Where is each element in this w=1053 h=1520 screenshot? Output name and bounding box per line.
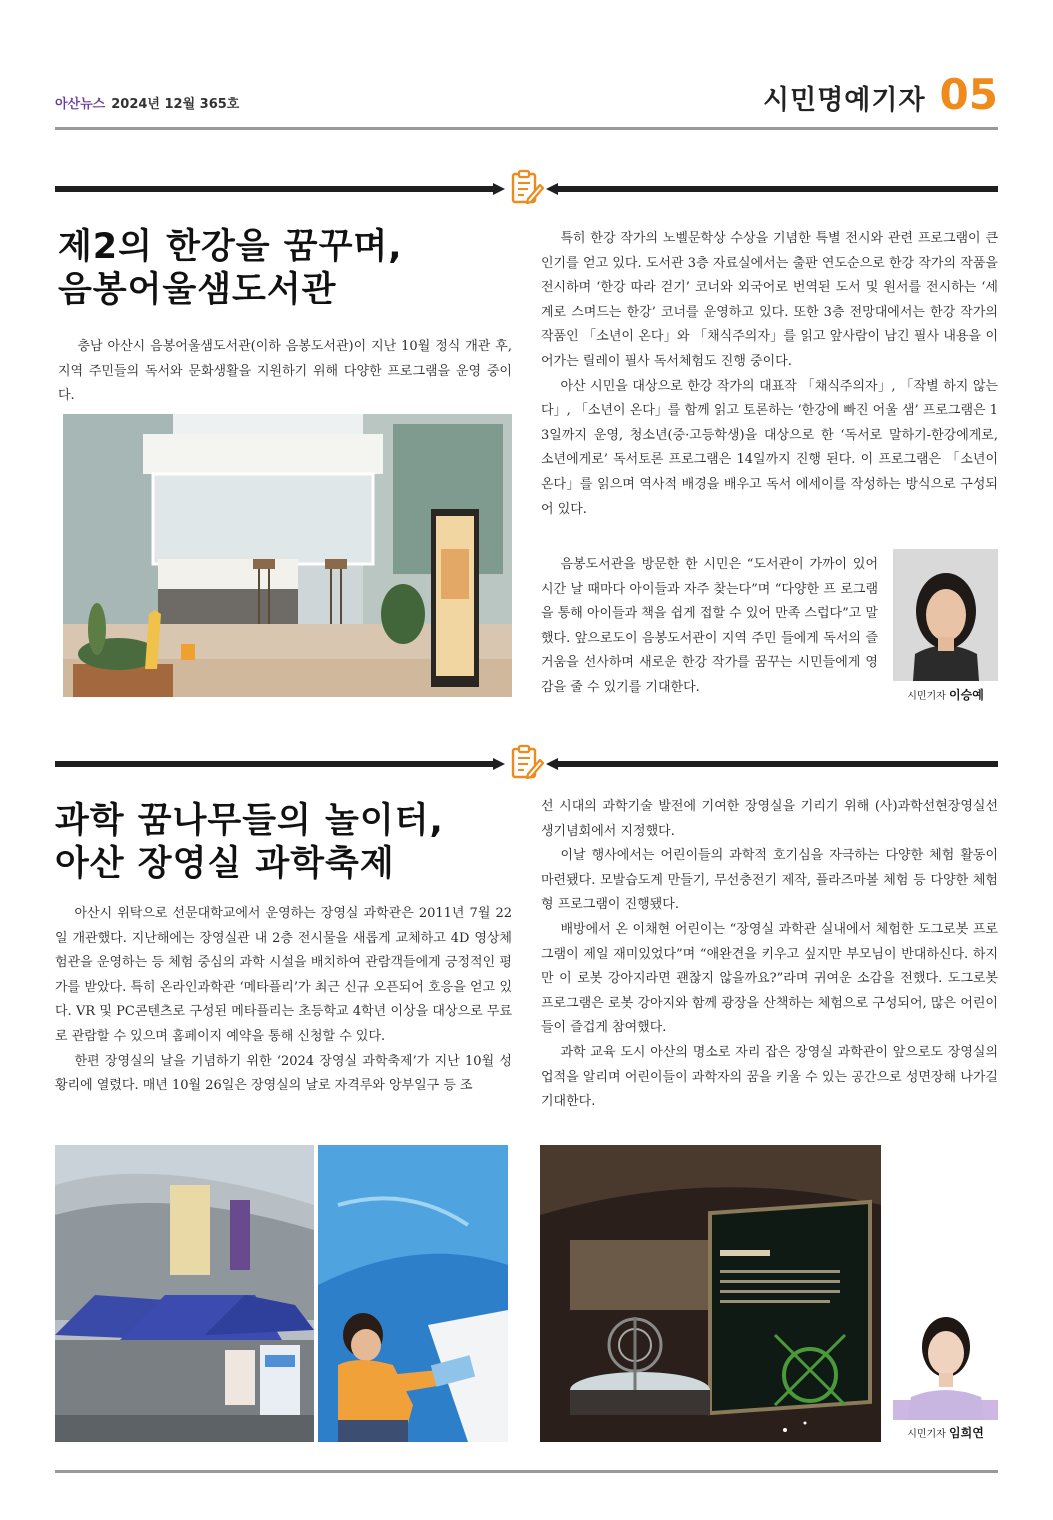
section-divider-right <box>558 186 998 192</box>
top-rule <box>55 127 998 130</box>
reporter-photo-1 <box>893 549 998 681</box>
article2-headline-line2: 아산 장영실 과학축제 <box>55 844 395 884</box>
issue-info: 2024년 12월 365호 <box>111 97 240 112</box>
writing-pad-icon <box>506 168 546 208</box>
article1-headline <box>58 226 508 312</box>
article1-body-right <box>541 227 998 522</box>
bottom-rule <box>55 1470 998 1473</box>
reporter-caption-2 <box>893 1424 998 1441</box>
masthead-section <box>763 70 998 119</box>
article2-paragraph-2: 한편 장영실의 날을 기념하기 위한 ‘2024 장영실 과학축제’가 지난 10월 성황리에 열렸다. 매년 10월 26일은 장영실의 날로 자격루와 앙부일구 등 조 <box>55 1053 512 1094</box>
page-number: 05 <box>939 70 998 119</box>
article1-lead <box>58 335 512 409</box>
article1-headline-line2: 음봉어울샘도서관 <box>58 270 337 310</box>
article2-headline <box>55 800 525 886</box>
brand-name: 아산뉴스 <box>55 97 106 112</box>
article1-paragraph-1: 특히 한강 작가의 노벨문학상 수상을 기념한 특별 전시와 관련 프로그램이 큰 인기를 얻고 있다. 도서관 3층 자료실에서는 출판 연도순으로 한강 작가의 작품을 전시하며 ‘한강 따라 걷기’ 코너와 외국어로 번역된 도서 및 원서를 전시하는 ‘세계로 스며드는 한강’ 코너를 운영하고 있다. 또한 3층 전망대에서는 한강 작가의 작품인 「소년이 온다」와 「채식주의자」를 읽고 앞사람이 남긴 필사 내용을 이어가는 릴레이 필사 독서체험도 진행 중이다. <box>541 231 998 369</box>
reporter-prefix-1: 시민기자 <box>907 691 946 702</box>
article2-paragraph-2-continued: 선 시대의 과학기술 발전에 기여한 장영실을 기리기 위해 (사)과학선현장영실선생기념회에서 지정했다. <box>541 799 998 839</box>
masthead-issue <box>55 93 239 112</box>
section-divider-left-2 <box>55 761 493 767</box>
reporter-photo-2 <box>893 1305 998 1420</box>
article1-paragraph-3: 음봉도서관을 방문한 한 시민은 “도서관이 가까이 있어 시간 날 때마다 아이들과 자주 찾는다”며 “다양한 프 로그램을 통해 아이들과 책을 쉽게 접할 수 있어 만족 스럽다”고 말했다. 앞으로도이 음봉도서관이 지역 주민 들에게 독서의 즐거움을 선사하며 새로운 한강 작가를 꿈꾸는 시민들에게 영감을 줄 수 있기를 기대한다. <box>541 557 878 695</box>
section-divider-left <box>55 186 493 192</box>
section-divider-right-2 <box>558 761 998 767</box>
article2-headline-line1: 과학 꿈나무들의 놀이터, <box>55 801 444 841</box>
science-exhibit-photo <box>540 1145 881 1442</box>
library-interior-photo <box>63 414 512 697</box>
section-title: 시민명예기자 <box>763 85 926 116</box>
festival-tents-photo <box>55 1145 314 1442</box>
writing-pad-icon <box>506 743 546 783</box>
article1-paragraph-2: 아산 시민을 대상으로 한강 작가의 대표작 「채식주의자」, 「작별 하지 않는다」, 「소년이 온다」를 함께 읽고 토론하는 ‘한강에 빠진 어울 샘’ 프로그램은 13일까지 운영, 청소년(중·고등학생)을 대상으로 한 ‘독서로 말하기-한강에게로, 소년에게로’ 독서토론 프로그램은 14일까지 진행 된다. 이 프로그램은 「소년이 온다」를 읽으며 역사적 배경을 배우고 독서 에세이를 작성하는 방식으로 구성되어 있다. <box>541 378 998 517</box>
article2-paragraph-5: 과학 교육 도시 아산의 명소로 자리 잡은 장영실 과학관이 앞으로도 장영실의 업적을 알리며 어린이들이 과학자의 꿈을 키울 수 있는 공간으로 성면장해 나가길 기대한다. <box>541 1044 998 1110</box>
reporter-prefix-2: 시민기자 <box>907 1429 946 1440</box>
article2-body-right <box>541 795 998 1115</box>
reporter-name-1: 이승예 <box>949 688 984 702</box>
article1-body-quote <box>541 553 878 701</box>
reporter-caption-1 <box>893 686 998 703</box>
article2-paragraph-3: 이날 행사에서는 어린이들의 과학적 호기심을 자극하는 다양한 체험 활동이 마련됐다. 모발습도계 만들기, 무선충전기 제작, 플라즈마볼 체험 등 다양한 체험형 프로그램이 진행됐다. <box>541 848 998 913</box>
article1-lead-paragraph: 충남 아산시 음봉어울샘도서관(이하 음봉도서관)이 지난 10월 정식 개관 후, 지역 주민들의 독서와 문화생활을 지원하기 위해 다양한 프로그램을 운영 중이다. <box>58 339 512 404</box>
article1-headline-line1: 제2의 한강을 꿈꾸며, <box>58 227 403 267</box>
reporter-name-2: 임희연 <box>949 1426 984 1440</box>
article2-body-left <box>55 902 512 1099</box>
article2-paragraph-4: 배방에서 온 이채현 어린이는 “장영실 과학관 실내에서 체험한 도그로봇 프로그램이 제일 재미있었다”며 “애완견을 키우고 싶지만 부모님이 반대하신다. 하지만 이 로봇 강아지라면 괜찮지 않을까요?”라며 귀여운 소감을 전했다. 도그로봇 프로그램은 로봇 강아지와 함께 광장을 산책하는 체험으로 구성되어, 많은 어린이들이 즐겁게 참여했다. <box>541 921 998 1036</box>
child-experiment-photo <box>318 1145 508 1442</box>
article2-paragraph-1: 아산시 위탁으로 선문대학교에서 운영하는 장영실 과학관은 2011년 7월 22일 개관했다. 지난해에는 장영실관 내 2층 전시물을 새롭게 교체하고 4D 영상체험관을 운영하는 등 체험 중심의 과학 시설을 배치하여 관람객들에게 긍정적인 평가를 받았다. 특히 온라인과학관 ‘메타플리’가 최근 신규 오픈되어 호응을 얻고 있다. VR 및 PC콘텐츠로 구성된 메타플리는 초등학교 4학년 이상을 대상으로 무료로 관람할 수 있으며 홈페이지 예약을 통해 신청할 수 있다. <box>55 906 512 1044</box>
